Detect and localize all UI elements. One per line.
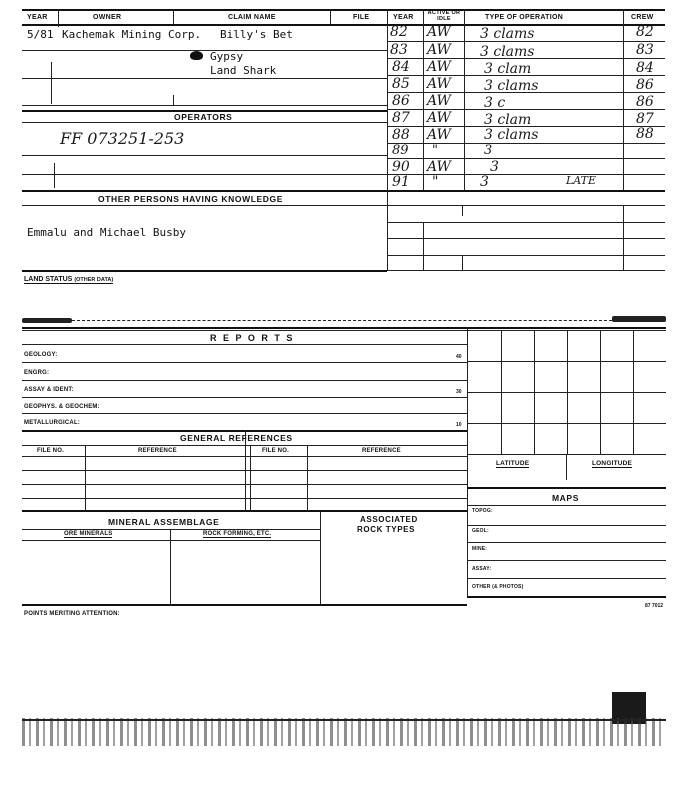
activity-crew: 87 xyxy=(636,111,654,127)
claim-date: 5/81 xyxy=(27,28,54,41)
rock-forming-label: ROCK FORMING, ETC. xyxy=(203,531,272,537)
header-owner: OWNER xyxy=(93,14,122,21)
claim-owner: Kachemak Mining Corp. xyxy=(62,28,202,41)
activity-crew: 84 xyxy=(636,60,654,76)
activity-operation: 3 clam xyxy=(484,61,532,77)
ink-blot xyxy=(190,51,203,60)
header-claim-name: CLAIM NAME xyxy=(228,14,276,21)
scan-noise-band xyxy=(22,718,666,746)
claim-name-1: Billy's Bet xyxy=(220,28,293,41)
ore-minerals-label: ORE MINERALS xyxy=(64,531,113,537)
header-type-of-operation: TYPE OF OPERATION xyxy=(485,14,564,21)
activity-crew: 86 xyxy=(636,77,654,93)
report-row-num: 10 xyxy=(456,422,462,428)
report-row-num: 30 xyxy=(456,389,462,395)
header-crew: CREW xyxy=(631,14,654,21)
maps-row: GEOL: xyxy=(472,528,489,534)
smudge-left xyxy=(22,318,72,323)
activity-crew: 83 xyxy=(636,42,654,58)
activity-operation: 3 clams xyxy=(480,44,535,60)
header-year: YEAR xyxy=(27,14,48,21)
maps-row: MINE: xyxy=(472,546,488,552)
mineral-assemblage-title: MINERAL ASSEMBLAGE xyxy=(108,517,220,527)
report-row-label: GEOLOGY: xyxy=(24,352,58,358)
activity-year: 89 xyxy=(392,143,409,158)
form-number: 87 7012 xyxy=(645,603,664,609)
activity-operation: 3 clams xyxy=(484,78,539,94)
smudge-right xyxy=(612,316,666,322)
activity-year: 87 xyxy=(392,110,410,126)
activity-year: 88 xyxy=(392,127,410,143)
maps-row: ASSAY: xyxy=(472,566,492,572)
points-meriting-attention: POINTS MERITING ATTENTION: xyxy=(24,611,120,617)
activity-operation: 3 clam xyxy=(484,112,532,128)
activity-operation: 3 xyxy=(480,174,489,190)
activity-note: LATE xyxy=(566,174,597,187)
activity-status: AW xyxy=(427,127,451,143)
report-row-label: GEOPHYS. & GEOCHEM: xyxy=(24,404,100,410)
activity-year: 86 xyxy=(392,93,410,109)
operators-title: OPERATORS xyxy=(174,112,233,122)
rock-types-title: ROCK TYPES xyxy=(357,525,416,534)
header-year-2: YEAR xyxy=(393,14,414,21)
activity-year: 91 xyxy=(392,174,410,190)
activity-status: AW xyxy=(427,24,451,40)
activity-status: " xyxy=(432,174,439,190)
activity-operation: 3 xyxy=(490,159,499,175)
activity-crew: 86 xyxy=(636,94,654,110)
maps-row: TOPOG: xyxy=(472,508,493,514)
ref-col-reference: REFERENCE xyxy=(138,448,177,454)
activity-status: AW xyxy=(427,76,451,92)
claim-name-3: Land Shark xyxy=(210,64,277,77)
header-file: FILE xyxy=(353,14,370,21)
report-row-num: 40 xyxy=(456,354,462,360)
activity-status: AW xyxy=(427,159,451,175)
report-row-label: ENGRG: xyxy=(24,370,50,376)
claim-name-2: Gypsy xyxy=(210,50,244,63)
activity-status: AW xyxy=(427,93,451,109)
activity-year: 90 xyxy=(392,159,410,175)
reports-title: R E P O R T S xyxy=(210,333,295,343)
activity-crew: 82 xyxy=(636,24,654,40)
ref-col-reference-2: REFERENCE xyxy=(362,448,401,454)
ref-col-file-no-2: FILE NO. xyxy=(262,448,289,454)
activity-operation: 3 xyxy=(484,143,493,158)
general-references-title: GENERAL REFERENCES xyxy=(180,433,293,443)
activity-crew: 88 xyxy=(636,126,654,142)
activity-year: 83 xyxy=(390,42,408,58)
operators-value: FF 073251-253 xyxy=(60,129,185,148)
header-active-idle: ACTIVE OR IDLE xyxy=(427,10,461,22)
maps-title: MAPS xyxy=(552,493,579,503)
activity-year: 84 xyxy=(392,59,410,75)
longitude-label: LONGITUDE xyxy=(592,460,633,467)
activity-operation: 3 clams xyxy=(484,127,539,143)
activity-operation: 3 c xyxy=(484,95,506,111)
activity-status: AW xyxy=(427,42,451,58)
activity-operation: 3 clams xyxy=(480,26,535,42)
maps-row: OTHER (& PHOTOS) xyxy=(472,584,524,590)
other-persons-value: Emmalu and Michael Busby xyxy=(27,226,186,239)
activity-year: 82 xyxy=(390,24,408,40)
associated-title: ASSOCIATED xyxy=(360,515,418,524)
activity-status: AW xyxy=(427,110,451,126)
report-row-label: ASSAY & IDENT: xyxy=(24,387,74,393)
latitude-label: LATITUDE xyxy=(496,460,530,467)
activity-status: AW xyxy=(427,59,451,75)
land-status-title: LAND STATUS (OTHER DATA) xyxy=(24,276,114,283)
activity-year: 85 xyxy=(392,76,410,92)
ref-col-file-no: FILE NO. xyxy=(37,448,64,454)
other-persons-title: OTHER PERSONS HAVING KNOWLEDGE xyxy=(98,194,284,204)
report-row-label: METALLURGICAL: xyxy=(24,420,81,426)
activity-status: " xyxy=(432,143,438,158)
